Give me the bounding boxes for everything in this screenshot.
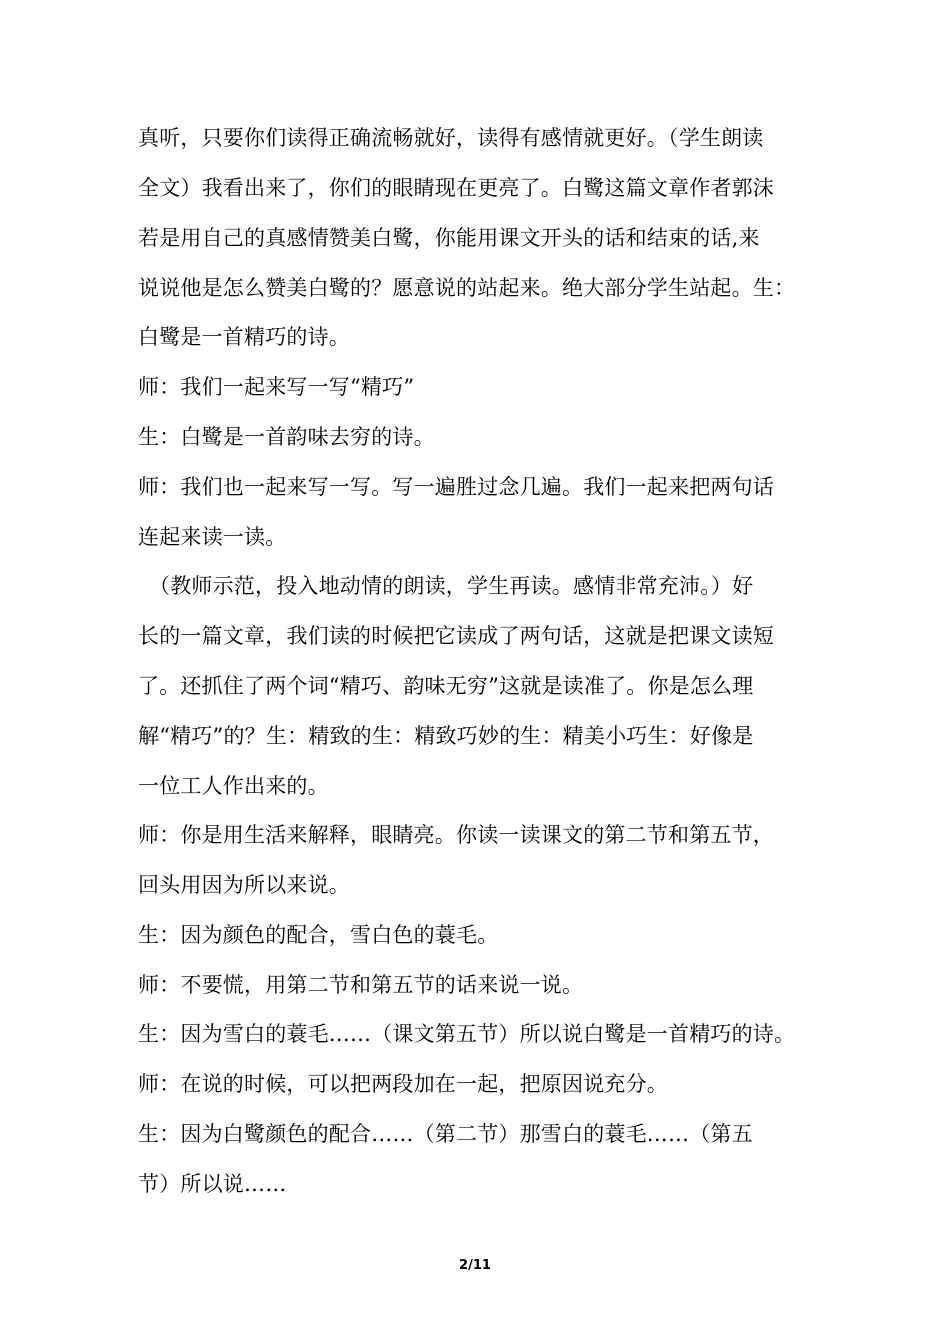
text-line-3: 若是用自己的真感情赞美白鹭，你能用课文开头的话和结束的话,来	[138, 226, 760, 250]
text-line-17: 生：因为颜色的配合，雪白色的蓑毛。	[138, 923, 499, 947]
text-line-5: 白鹭是一首精巧的诗。	[138, 325, 350, 349]
text-line-20: 师：在说的时候，可以把两段加在一起，把原因说充分。	[138, 1072, 668, 1096]
text-line-19: 生：因为雪白的蓑毛……（课文第五节）所以说白鹭是一首精巧的诗。	[138, 1022, 796, 1046]
text-line-8: 师：我们也一起来写一写。写一遍胜过念几遍。我们一起来把两句话	[138, 475, 774, 499]
text-line-12: 了。还抓住了两个词“精巧、韵味无穷”这就是读准了。你是怎么理	[138, 674, 754, 698]
text-line-1: 真听，只要你们读得正确流畅就好，读得有感情就更好。（学生朗读	[138, 126, 764, 150]
text-line-7: 生：白鹭是一首韵味去穷的诗。	[138, 425, 435, 449]
text-line-9: 连起来读一读。	[138, 525, 287, 549]
text-line-6: 师：我们一起来写一写“精巧”	[138, 375, 415, 399]
page-number: 2/11	[459, 1258, 491, 1273]
text-line-18: 师：不要慌，用第二节和第五节的话来说一说。	[138, 973, 584, 997]
text-line-11: 长的一篇文章，我们读的时候把它读成了两句话，这就是把课文读短	[138, 624, 774, 648]
text-line-10: （教师示范，投入地动情的朗读，学生再读。感情非常充沛。）好	[149, 574, 754, 598]
text-line-15: 师：你是用生活来解释，眼睛亮。你读一读课文的第二节和第五节，	[138, 823, 774, 847]
text-line-21: 生：因为白鹭颜色的配合……（第二节）那雪白的蓑毛……（第五	[138, 1122, 753, 1146]
text-line-16: 回头用因为所以来说。	[138, 873, 350, 897]
text-line-2: 全文）我看出来了，你们的眼睛现在更亮了。白鹭这篇文章作者郭沫	[138, 176, 774, 200]
text-line-4: 说说他是怎么赞美白鹭的？愿意说的站起来。绝大部分学生站起。生：	[138, 276, 796, 300]
text-line-14: 一位工人作出来的。	[138, 774, 329, 798]
text-line-22: 节）所以说……	[138, 1172, 287, 1196]
text-line-13: 解“精巧”的？生：精致的生：精致巧妙的生：精美小巧生：好像是	[138, 724, 754, 748]
